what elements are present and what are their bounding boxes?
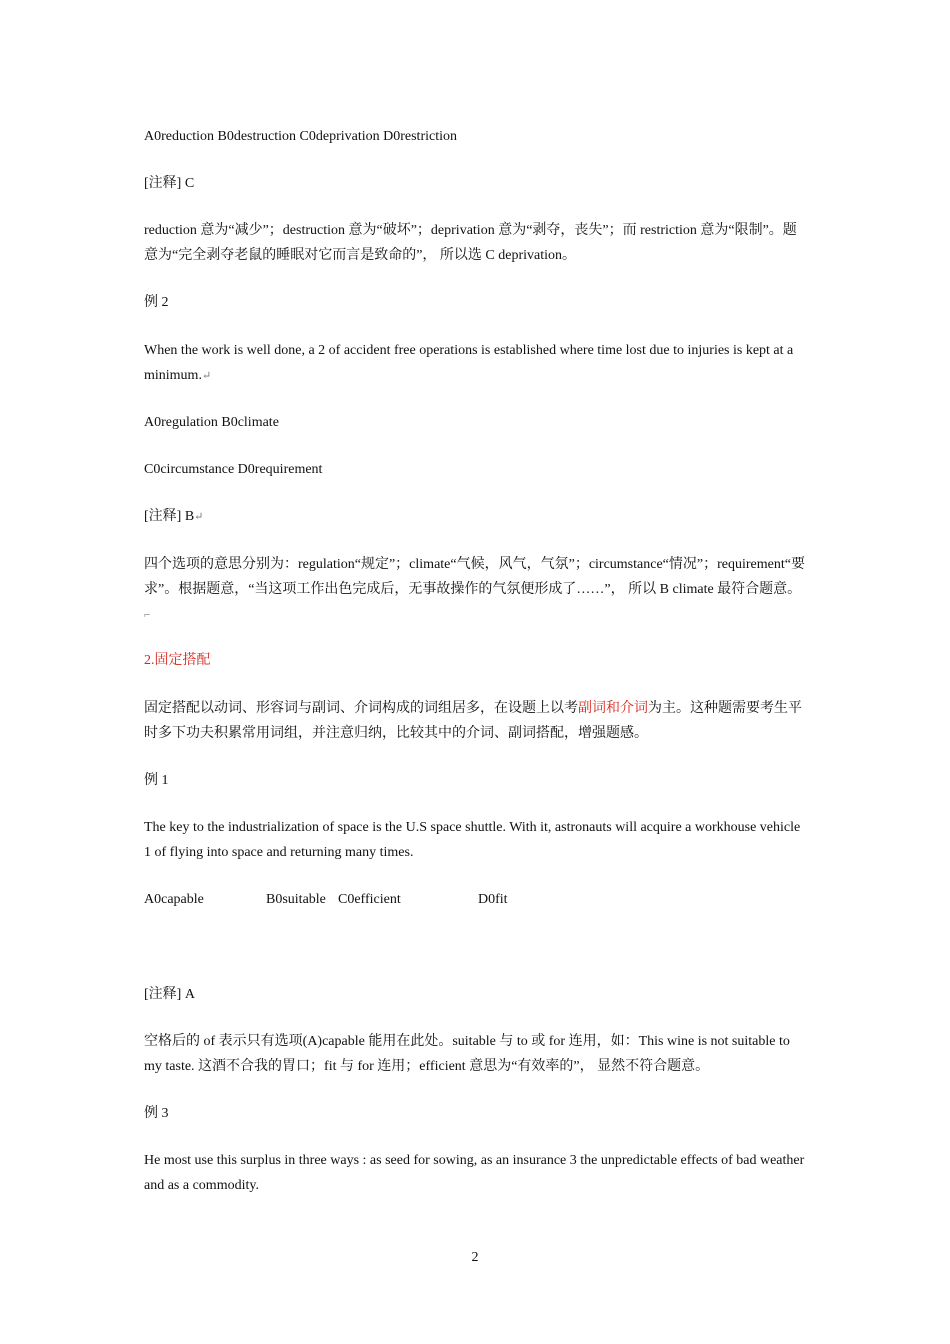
- q1-explanation: reduction 意为“减少”；destruction 意为“破坏”；deprivation 意为“剥夺，丧失”；而 restriction 意为“限制”。题意为“完全剥夺老鼠的睡眠对它而言是致命的”， 所以选 C deprivation。: [144, 223, 797, 263]
- q1-note: [注释] C: [144, 176, 195, 191]
- option-b: B0suitable: [266, 892, 326, 907]
- example-2-options-ab: A0regulation B0climate: [144, 415, 279, 430]
- example-2-label: 例 2: [144, 295, 169, 310]
- example-2-sentence: [144, 338, 810, 389]
- example-2-note-text: [注释] B: [144, 509, 195, 524]
- example-2-sentence-text: When the work is well done, a 2 of accident free operations is established where time lost due to injuries is kept at a minimum.: [144, 343, 794, 383]
- q1-options: A0reduction B0destruction C0deprivation D0restriction: [144, 129, 457, 144]
- paragraph-mark-icon: ↵: [194, 511, 204, 523]
- section-intro: [144, 696, 810, 746]
- section-intro-part-1: 固定搭配以动词、形容词与副词、介词构成的词组居多，在设题上以考: [144, 701, 578, 716]
- paragraph-mark-icon: ↵: [201, 370, 212, 382]
- example-3-sentence: He most use this surplus in three ways : as seed for sowing, as an insurance 3 the unpredictable effects of bad weather and as a commodity.: [144, 1153, 805, 1193]
- section-intro-highlight: 副词和介词: [578, 701, 648, 716]
- example-1-note: [注释] A: [144, 987, 195, 1002]
- example-1-options: [144, 887, 810, 912]
- option-a: A0capable: [144, 892, 204, 907]
- example-1-label: 例 1: [144, 773, 169, 788]
- option-d: D0fit: [478, 892, 508, 907]
- example-1-explanation: 空格后的 of 表示只有选项(A)capable 能用在此处。suitable 与 to 或 for 连用，如：This wine is not suitable to my taste. 这酒不合我的胃口；fit 与 for 连用；efficient 意思为“有效率的”， 显然不符合题意。: [144, 1034, 790, 1074]
- example-1-sentence: The key to the industrialization of space is the U.S space shuttle. With it, astronauts will acquire a workhouse vehicle 1 of flying into space and returning many times.: [144, 820, 801, 860]
- option-c: C0efficient: [338, 892, 401, 907]
- example-3-label: 例 3: [144, 1106, 169, 1121]
- page-number: 2: [471, 1250, 479, 1265]
- example-2-explanation-text: 四个选项的意思分别为：regulation“规定”；climate“气候，风气，气氛”；circumstance“情况”；requirement“要求”。根据题意，“当这项工作出色完成后，无事故操作的气氛便形成了……”， 所以 B climate 最符合题意。: [144, 557, 805, 597]
- example-2-explanation: [144, 552, 810, 628]
- section-heading: 2.固定搭配: [144, 653, 211, 668]
- example-2-note: [144, 504, 810, 530]
- example-2-options-cd: C0circumstance D0requirement: [144, 462, 323, 477]
- bracket-mark-icon: ⌐: [144, 609, 151, 621]
- section-intro-part-2: 为主。这种题需要考生平时多下功夫积累常用词组，并注意归纳，比较其中的介词、副词搭配，增强题感。: [144, 701, 802, 741]
